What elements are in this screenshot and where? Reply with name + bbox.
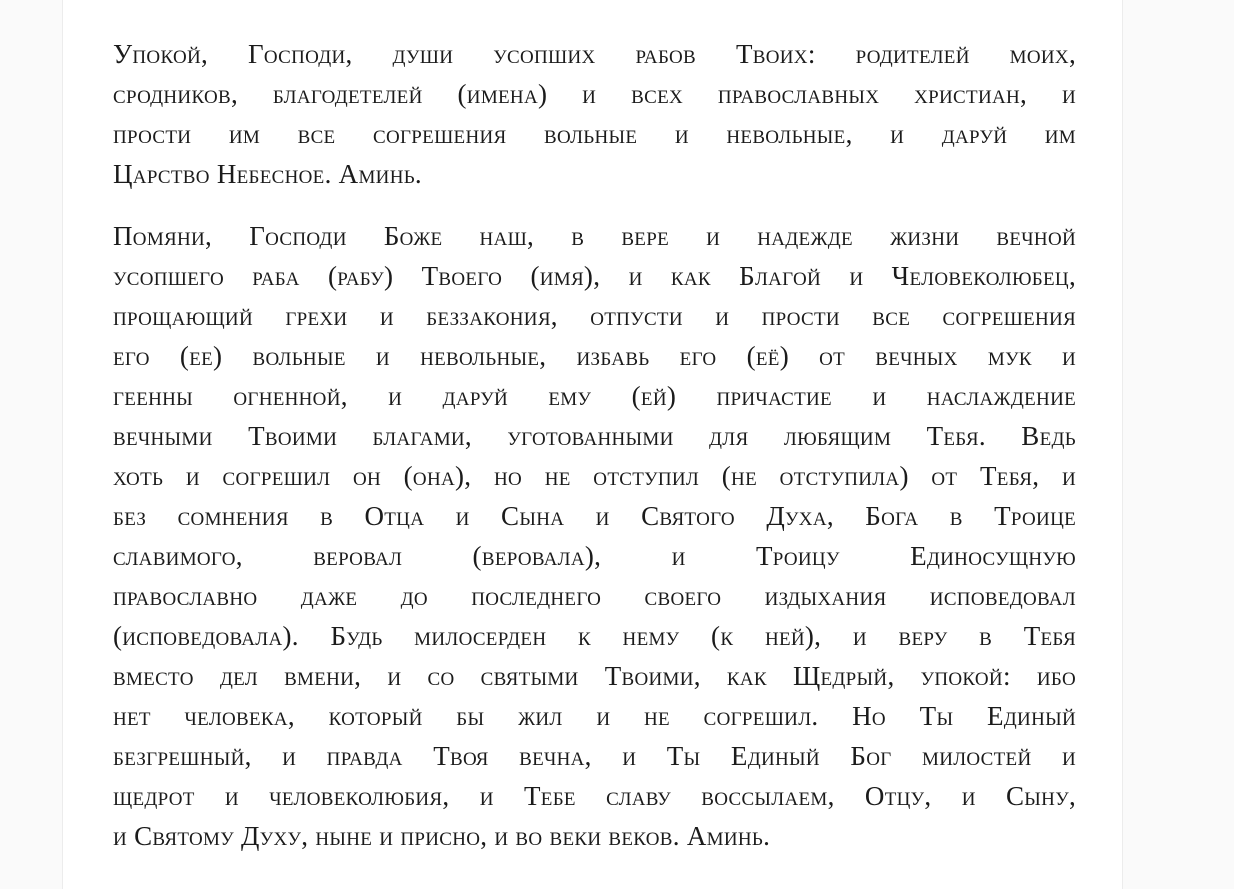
text-line: без сомнения в Отца и Сына и Святого Духа, Бога в Троице — [113, 501, 1076, 531]
text-line: вместо дел вмени, и со святыми Твоими, как Щедрый, упокой: ибо — [113, 661, 1076, 691]
text-line: усопшего раба (рабу) Твоего (имя), и как Благой и Человеколюбец, — [113, 261, 1076, 291]
text-line: Царство Небесное. Аминь. — [113, 159, 422, 189]
text-line: православно даже до последнего своего издыхания исповедовал — [113, 581, 1076, 611]
prayer-paragraph-repose — [113, 34, 1076, 194]
text-line: прощающий грехи и беззакония, отпусти и прости все согрешения — [113, 301, 1076, 331]
text-line: Помяни, Господи Боже наш, в вере и надежде жизни вечной — [113, 221, 1076, 251]
text-line: славимого, веровал (веровала), и Троицу Единосущную — [113, 541, 1076, 571]
text-line: щедрот и человеколюбия, и Тебе славу воссылаем, Отцу, и Сыну, — [113, 781, 1076, 811]
text-line: (исповедовала). Будь милосерден к нему (к ней), и веру в Тебя — [113, 621, 1076, 651]
text-line: безгрешный, и правда Твоя вечна, и Ты Единый Бог милостей и — [113, 741, 1076, 771]
text-line: вечными Твоими благами, уготованными для любящим Тебя. Ведь — [113, 421, 1076, 451]
text-line: нет человека, который бы жил и не согрешил. Но Ты Единый — [113, 701, 1076, 731]
document-sheet — [62, 0, 1123, 889]
text-line: его (ее) вольные и невольные, избавь его (её) от вечных мук и — [113, 341, 1076, 371]
text-line: Упокой, Господи, души усопших рабов Твоих: родителей моих, — [113, 39, 1076, 69]
prayer-paragraph-remember — [113, 216, 1076, 856]
text-line: хоть и согрешил он (она), но не отступил (не отступила) от Тебя, и — [113, 461, 1076, 491]
text-line: геенны огненной, и даруй ему (ей) причастие и наслаждение — [113, 381, 1076, 411]
text-line: и Святому Духу, ныне и присно, и во веки веков. Аминь. — [113, 821, 771, 851]
text-line: сродников, благодетелей (имена) и всех православных христиан, и — [113, 79, 1076, 109]
text-line: прости им все согрешения вольные и невольные, и даруй им — [113, 119, 1076, 149]
